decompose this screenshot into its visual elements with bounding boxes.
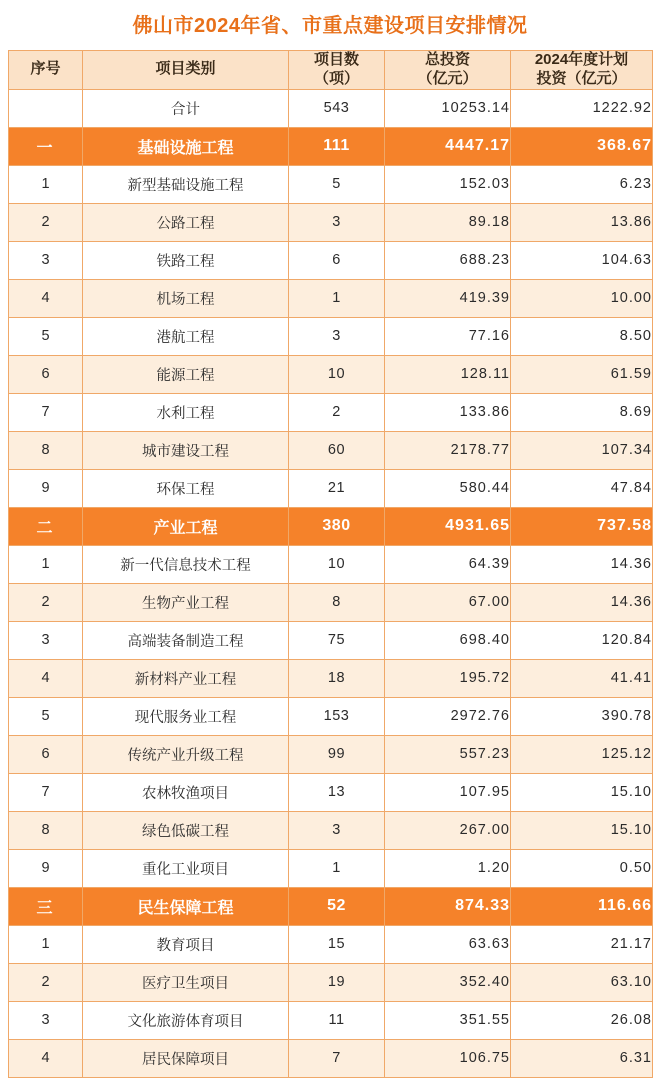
cell-plan: 6.23 xyxy=(511,165,653,203)
table-row xyxy=(9,545,653,583)
cell-investment: 580.44 xyxy=(385,469,511,507)
column-header-plan xyxy=(511,51,653,90)
cell-index: 二 xyxy=(9,507,83,545)
table-row xyxy=(9,697,653,735)
cell-count: 8 xyxy=(289,583,385,621)
cell-plan: 14.36 xyxy=(511,583,653,621)
cell-count: 543 xyxy=(289,89,385,127)
cell-index: 6 xyxy=(9,735,83,773)
cell-count: 380 xyxy=(289,507,385,545)
cell-plan: 61.59 xyxy=(511,355,653,393)
cell-plan: 0.50 xyxy=(511,849,653,887)
cell-count: 10 xyxy=(289,545,385,583)
cell-category: 农林牧渔项目 xyxy=(83,773,289,811)
cell-index: 9 xyxy=(9,469,83,507)
cell-index: 8 xyxy=(9,431,83,469)
cell-investment: 10253.14 xyxy=(385,89,511,127)
table-row xyxy=(9,165,653,203)
cell-investment: 2972.76 xyxy=(385,697,511,735)
table-row xyxy=(9,583,653,621)
cell-plan: 8.69 xyxy=(511,393,653,431)
cell-category: 公路工程 xyxy=(83,203,289,241)
cell-count: 3 xyxy=(289,317,385,355)
cell-index: 1 xyxy=(9,545,83,583)
cell-count: 15 xyxy=(289,925,385,963)
cell-plan: 14.36 xyxy=(511,545,653,583)
cell-investment: 267.00 xyxy=(385,811,511,849)
cell-category: 港航工程 xyxy=(83,317,289,355)
cell-count: 6 xyxy=(289,241,385,279)
cell-count: 10 xyxy=(289,355,385,393)
table-row xyxy=(9,849,653,887)
cell-plan: 10.00 xyxy=(511,279,653,317)
cell-investment: 133.86 xyxy=(385,393,511,431)
cell-category: 生物产业工程 xyxy=(83,583,289,621)
table-row xyxy=(9,507,653,545)
cell-plan: 737.58 xyxy=(511,507,653,545)
cell-index: 2 xyxy=(9,203,83,241)
cell-category: 民生保障工程 xyxy=(83,887,289,925)
column-header-investment-line1: 总投资 xyxy=(424,51,470,68)
column-header-category: 项目类别 xyxy=(83,51,289,90)
cell-index: 1 xyxy=(9,165,83,203)
cell-index: 三 xyxy=(9,887,83,925)
cell-index xyxy=(9,89,83,127)
cell-investment: 2178.77 xyxy=(385,431,511,469)
cell-index: 7 xyxy=(9,773,83,811)
cell-plan: 15.10 xyxy=(511,773,653,811)
cell-investment: 698.40 xyxy=(385,621,511,659)
table-row xyxy=(9,735,653,773)
cell-count: 1 xyxy=(289,849,385,887)
table-row xyxy=(9,241,653,279)
cell-category: 现代服务业工程 xyxy=(83,697,289,735)
cell-category: 水利工程 xyxy=(83,393,289,431)
cell-investment: 688.23 xyxy=(385,241,511,279)
table-row xyxy=(9,773,653,811)
table-row xyxy=(9,963,653,1001)
cell-investment: 89.18 xyxy=(385,203,511,241)
table-row xyxy=(9,469,653,507)
cell-count: 52 xyxy=(289,887,385,925)
cell-index: 4 xyxy=(9,279,83,317)
cell-investment: 351.55 xyxy=(385,1001,511,1039)
cell-category: 重化工业项目 xyxy=(83,849,289,887)
table-row xyxy=(9,279,653,317)
cell-category: 居民保障项目 xyxy=(83,1039,289,1077)
cell-category: 机场工程 xyxy=(83,279,289,317)
cell-category: 新一代信息技术工程 xyxy=(83,545,289,583)
cell-plan: 8.50 xyxy=(511,317,653,355)
table-row xyxy=(9,1001,653,1039)
table-row xyxy=(9,355,653,393)
cell-plan: 13.86 xyxy=(511,203,653,241)
cell-count: 111 xyxy=(289,127,385,165)
cell-investment: 352.40 xyxy=(385,963,511,1001)
cell-category: 基础设施工程 xyxy=(83,127,289,165)
cell-investment: 1.20 xyxy=(385,849,511,887)
cell-investment: 63.63 xyxy=(385,925,511,963)
cell-plan: 1222.92 xyxy=(511,89,653,127)
table-header-row xyxy=(9,51,653,90)
cell-plan: 125.12 xyxy=(511,735,653,773)
cell-investment: 128.11 xyxy=(385,355,511,393)
cell-count: 3 xyxy=(289,203,385,241)
cell-count: 99 xyxy=(289,735,385,773)
cell-index: 一 xyxy=(9,127,83,165)
cell-plan: 120.84 xyxy=(511,621,653,659)
column-header-count xyxy=(289,51,385,90)
cell-investment: 152.03 xyxy=(385,165,511,203)
cell-plan: 116.66 xyxy=(511,887,653,925)
cell-investment: 874.33 xyxy=(385,887,511,925)
cell-plan: 6.31 xyxy=(511,1039,653,1077)
cell-investment: 557.23 xyxy=(385,735,511,773)
cell-plan: 390.78 xyxy=(511,697,653,735)
table-row xyxy=(9,393,653,431)
table-row xyxy=(9,621,653,659)
cell-category: 环保工程 xyxy=(83,469,289,507)
cell-index: 1 xyxy=(9,925,83,963)
cell-count: 11 xyxy=(289,1001,385,1039)
cell-category: 能源工程 xyxy=(83,355,289,393)
key-projects-table xyxy=(8,50,653,1078)
cell-index: 7 xyxy=(9,393,83,431)
cell-count: 19 xyxy=(289,963,385,1001)
cell-count: 2 xyxy=(289,393,385,431)
cell-investment: 107.95 xyxy=(385,773,511,811)
table-row xyxy=(9,811,653,849)
cell-index: 2 xyxy=(9,583,83,621)
cell-investment: 419.39 xyxy=(385,279,511,317)
cell-investment: 195.72 xyxy=(385,659,511,697)
cell-category: 传统产业升级工程 xyxy=(83,735,289,773)
table-row xyxy=(9,887,653,925)
cell-index: 3 xyxy=(9,241,83,279)
table-header xyxy=(9,51,653,90)
cell-index: 8 xyxy=(9,811,83,849)
cell-count: 18 xyxy=(289,659,385,697)
cell-investment: 4447.17 xyxy=(385,127,511,165)
cell-plan: 26.08 xyxy=(511,1001,653,1039)
table-row xyxy=(9,203,653,241)
page-title: 佛山市2024年省、市重点建设项目安排情况 xyxy=(132,15,528,37)
cell-index: 4 xyxy=(9,659,83,697)
column-header-investment xyxy=(385,51,511,90)
cell-count: 60 xyxy=(289,431,385,469)
table-row xyxy=(9,317,653,355)
cell-index: 6 xyxy=(9,355,83,393)
cell-category: 绿色低碳工程 xyxy=(83,811,289,849)
cell-investment: 4931.65 xyxy=(385,507,511,545)
cell-plan: 41.41 xyxy=(511,659,653,697)
cell-investment: 77.16 xyxy=(385,317,511,355)
table-row xyxy=(9,431,653,469)
cell-plan: 21.17 xyxy=(511,925,653,963)
column-header-plan-line2: 投资（亿元） xyxy=(536,69,627,87)
column-header-index: 序号 xyxy=(9,51,83,90)
cell-category: 合计 xyxy=(83,89,289,127)
cell-category: 新型基础设施工程 xyxy=(83,165,289,203)
cell-category: 教育项目 xyxy=(83,925,289,963)
cell-category: 新材料产业工程 xyxy=(83,659,289,697)
cell-count: 13 xyxy=(289,773,385,811)
table-row xyxy=(9,1039,653,1077)
cell-count: 3 xyxy=(289,811,385,849)
cell-index: 3 xyxy=(9,1001,83,1039)
cell-count: 153 xyxy=(289,697,385,735)
table-row xyxy=(9,127,653,165)
cell-investment: 67.00 xyxy=(385,583,511,621)
cell-plan: 368.67 xyxy=(511,127,653,165)
cell-category: 高端装备制造工程 xyxy=(83,621,289,659)
column-header-plan-line1: 2024年度计划 xyxy=(534,51,629,68)
cell-plan: 63.10 xyxy=(511,963,653,1001)
cell-index: 3 xyxy=(9,621,83,659)
column-header-count-line2: （项） xyxy=(313,69,359,87)
cell-plan: 104.63 xyxy=(511,241,653,279)
cell-count: 1 xyxy=(289,279,385,317)
cell-investment: 64.39 xyxy=(385,545,511,583)
table-body xyxy=(9,89,653,1077)
cell-category: 城市建设工程 xyxy=(83,431,289,469)
cell-index: 5 xyxy=(9,697,83,735)
cell-category: 产业工程 xyxy=(83,507,289,545)
table-row xyxy=(9,89,653,127)
cell-index: 5 xyxy=(9,317,83,355)
cell-plan: 47.84 xyxy=(511,469,653,507)
cell-index: 4 xyxy=(9,1039,83,1077)
cell-index: 9 xyxy=(9,849,83,887)
cell-plan: 15.10 xyxy=(511,811,653,849)
cell-investment: 106.75 xyxy=(385,1039,511,1077)
column-header-count-line1: 项目数 xyxy=(313,51,359,68)
table-row xyxy=(9,659,653,697)
column-header-investment-line2: （亿元） xyxy=(417,69,478,87)
cell-plan: 107.34 xyxy=(511,431,653,469)
cell-count: 5 xyxy=(289,165,385,203)
table-row xyxy=(9,925,653,963)
cell-category: 文化旅游体育项目 xyxy=(83,1001,289,1039)
cell-count: 75 xyxy=(289,621,385,659)
cell-category: 铁路工程 xyxy=(83,241,289,279)
cell-count: 7 xyxy=(289,1039,385,1077)
cell-category: 医疗卫生项目 xyxy=(83,963,289,1001)
cell-count: 21 xyxy=(289,469,385,507)
cell-index: 2 xyxy=(9,963,83,1001)
